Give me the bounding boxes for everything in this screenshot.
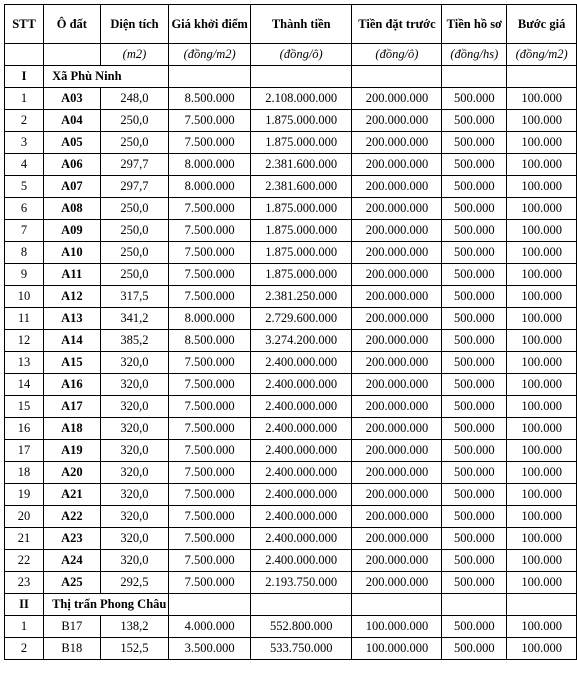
table-row [5,264,577,286]
area-cell: 250,0 [100,132,169,154]
area-cell: 297,7 [100,154,169,176]
empty-cell [250,594,352,616]
table-row [5,286,577,308]
starting-price-cell: 7.500.000 [169,132,251,154]
deposit-cell: 200.000.000 [352,242,442,264]
price-step-cell: 100.000 [507,418,577,440]
starting-price-cell: 7.500.000 [169,110,251,132]
price-step-cell: 100.000 [507,374,577,396]
deposit-cell: 200.000.000 [352,462,442,484]
area-cell: 320,0 [100,528,169,550]
area-cell: 320,0 [100,506,169,528]
dossier-fee-cell: 500.000 [442,440,507,462]
plot-cell: A15 [44,352,100,374]
dossier-fee-cell: 500.000 [442,484,507,506]
col-header-dossier-fee: Tiền hồ sơ [442,5,507,44]
stt-cell: 14 [5,374,44,396]
unit-cell: (đồng/m2) [507,44,577,66]
starting-price-cell: 8.000.000 [169,308,251,330]
stt-cell: 12 [5,330,44,352]
table-row [5,462,577,484]
deposit-cell: 200.000.000 [352,154,442,176]
unit-cell: (đồng/hs) [442,44,507,66]
unit-cell: (đồng/m2) [169,44,251,66]
total-cell: 1.875.000.000 [250,110,352,132]
deposit-cell: 200.000.000 [352,572,442,594]
dossier-fee-cell: 500.000 [442,220,507,242]
table-row [5,440,577,462]
dossier-fee-cell: 500.000 [442,330,507,352]
unit-cell [44,44,100,66]
plot-cell: A20 [44,462,100,484]
deposit-cell: 200.000.000 [352,264,442,286]
stt-cell: 1 [5,616,44,638]
starting-price-cell: 7.500.000 [169,396,251,418]
deposit-cell: 200.000.000 [352,506,442,528]
area-cell: 317,5 [100,286,169,308]
stt-cell: 4 [5,154,44,176]
unit-cell: (đồng/ô) [250,44,352,66]
dossier-fee-cell: 500.000 [442,638,507,660]
total-cell: 1.875.000.000 [250,242,352,264]
unit-cell: (m2) [100,44,169,66]
stt-cell: 8 [5,242,44,264]
deposit-cell: 100.000.000 [352,638,442,660]
starting-price-cell: 8.500.000 [169,88,251,110]
plot-cell: A08 [44,198,100,220]
price-step-cell: 100.000 [507,440,577,462]
starting-price-cell: 7.500.000 [169,352,251,374]
col-header-area: Diện tích [100,5,169,44]
total-cell: 2.193.750.000 [250,572,352,594]
plot-cell: A06 [44,154,100,176]
dossier-fee-cell: 500.000 [442,616,507,638]
dossier-fee-cell: 500.000 [442,418,507,440]
total-cell: 1.875.000.000 [250,198,352,220]
price-step-cell: 100.000 [507,264,577,286]
deposit-cell: 200.000.000 [352,374,442,396]
total-cell: 1.875.000.000 [250,264,352,286]
area-cell: 320,0 [100,440,169,462]
starting-price-cell: 7.500.000 [169,286,251,308]
section-row [5,66,577,88]
table-row [5,550,577,572]
price-step-cell: 100.000 [507,176,577,198]
plot-cell: A11 [44,264,100,286]
price-step-cell: 100.000 [507,396,577,418]
price-step-cell: 100.000 [507,308,577,330]
plot-cell: A21 [44,484,100,506]
area-cell: 138,2 [100,616,169,638]
price-step-cell: 100.000 [507,572,577,594]
starting-price-cell: 7.500.000 [169,484,251,506]
deposit-cell: 200.000.000 [352,528,442,550]
dossier-fee-cell: 500.000 [442,176,507,198]
area-cell: 320,0 [100,396,169,418]
total-cell: 2.400.000.000 [250,550,352,572]
stt-cell: 2 [5,110,44,132]
dossier-fee-cell: 500.000 [442,506,507,528]
price-step-cell: 100.000 [507,286,577,308]
col-header-total: Thành tiền [250,5,352,44]
total-cell: 2.381.600.000 [250,154,352,176]
stt-cell: 23 [5,572,44,594]
price-step-cell: 100.000 [507,220,577,242]
total-cell: 2.400.000.000 [250,418,352,440]
starting-price-cell: 3.500.000 [169,638,251,660]
table-row [5,110,577,132]
total-cell: 2.400.000.000 [250,374,352,396]
dossier-fee-cell: 500.000 [442,550,507,572]
col-header-price-step: Bước giá [507,5,577,44]
table-row [5,374,577,396]
price-step-cell: 100.000 [507,132,577,154]
empty-cell [169,66,251,88]
table-row [5,220,577,242]
dossier-fee-cell: 500.000 [442,374,507,396]
stt-cell: 19 [5,484,44,506]
stt-cell: 21 [5,528,44,550]
plot-cell: A04 [44,110,100,132]
deposit-cell: 100.000.000 [352,616,442,638]
starting-price-cell: 8.000.000 [169,154,251,176]
col-header-stt: STT [5,5,44,44]
plot-cell: B17 [44,616,100,638]
deposit-cell: 200.000.000 [352,110,442,132]
plot-cell: A19 [44,440,100,462]
starting-price-cell: 7.500.000 [169,506,251,528]
total-cell: 2.400.000.000 [250,528,352,550]
section-number: II [5,594,44,616]
col-header-plot: Ô đất [44,5,100,44]
deposit-cell: 200.000.000 [352,220,442,242]
area-cell: 292,5 [100,572,169,594]
table-row [5,484,577,506]
area-cell: 250,0 [100,198,169,220]
table-row [5,242,577,264]
stt-cell: 5 [5,176,44,198]
price-step-cell: 100.000 [507,330,577,352]
deposit-cell: 200.000.000 [352,352,442,374]
stt-cell: 1 [5,88,44,110]
dossier-fee-cell: 500.000 [442,286,507,308]
section-number: I [5,66,44,88]
table-row [5,572,577,594]
table-row [5,418,577,440]
deposit-cell: 200.000.000 [352,286,442,308]
deposit-cell: 200.000.000 [352,198,442,220]
plot-cell: A23 [44,528,100,550]
stt-cell: 15 [5,396,44,418]
area-cell: 250,0 [100,220,169,242]
price-step-cell: 100.000 [507,550,577,572]
col-header-deposit: Tiền đặt trước [352,5,442,44]
dossier-fee-cell: 500.000 [442,198,507,220]
starting-price-cell: 7.500.000 [169,550,251,572]
total-cell: 1.875.000.000 [250,220,352,242]
stt-cell: 11 [5,308,44,330]
table-row [5,638,577,660]
total-cell: 552.800.000 [250,616,352,638]
area-cell: 320,0 [100,550,169,572]
table-row [5,176,577,198]
starting-price-cell: 8.000.000 [169,176,251,198]
stt-cell: 20 [5,506,44,528]
starting-price-cell: 7.500.000 [169,418,251,440]
plot-cell: A07 [44,176,100,198]
total-cell: 2.400.000.000 [250,462,352,484]
stt-cell: 16 [5,418,44,440]
dossier-fee-cell: 500.000 [442,462,507,484]
total-cell: 2.400.000.000 [250,440,352,462]
stt-cell: 6 [5,198,44,220]
plot-cell: A12 [44,286,100,308]
dossier-fee-cell: 500.000 [442,88,507,110]
starting-price-cell: 8.500.000 [169,330,251,352]
empty-cell [169,594,251,616]
area-cell: 320,0 [100,352,169,374]
dossier-fee-cell: 500.000 [442,308,507,330]
empty-cell [442,66,507,88]
price-step-cell: 100.000 [507,528,577,550]
starting-price-cell: 7.500.000 [169,528,251,550]
area-cell: 248,0 [100,88,169,110]
header-row [5,5,577,44]
starting-price-cell: 7.500.000 [169,198,251,220]
total-cell: 533.750.000 [250,638,352,660]
deposit-cell: 200.000.000 [352,176,442,198]
section-name: Xã Phù Ninh [44,66,169,88]
table-row [5,616,577,638]
section-row [5,594,577,616]
price-step-cell: 100.000 [507,154,577,176]
stt-cell: 17 [5,440,44,462]
price-step-cell: 100.000 [507,88,577,110]
price-step-cell: 100.000 [507,484,577,506]
plot-cell: A03 [44,88,100,110]
empty-cell [442,594,507,616]
plot-cell: A09 [44,220,100,242]
stt-cell: 3 [5,132,44,154]
price-step-cell: 100.000 [507,506,577,528]
table-row [5,88,577,110]
area-cell: 320,0 [100,484,169,506]
area-cell: 385,2 [100,330,169,352]
table-row [5,154,577,176]
dossier-fee-cell: 500.000 [442,264,507,286]
plot-cell: A25 [44,572,100,594]
plot-cell: A22 [44,506,100,528]
empty-cell [507,594,577,616]
total-cell: 2.400.000.000 [250,352,352,374]
total-cell: 3.274.200.000 [250,330,352,352]
stt-cell: 18 [5,462,44,484]
total-cell: 2.400.000.000 [250,396,352,418]
stt-cell: 22 [5,550,44,572]
deposit-cell: 200.000.000 [352,308,442,330]
starting-price-cell: 7.500.000 [169,220,251,242]
dossier-fee-cell: 500.000 [442,154,507,176]
deposit-cell: 200.000.000 [352,132,442,154]
deposit-cell: 200.000.000 [352,330,442,352]
deposit-cell: 200.000.000 [352,396,442,418]
plot-cell: A17 [44,396,100,418]
plot-cell: B18 [44,638,100,660]
table-row [5,308,577,330]
plot-cell: A16 [44,374,100,396]
table-row [5,396,577,418]
plot-cell: A10 [44,242,100,264]
area-cell: 152,5 [100,638,169,660]
units-row [5,44,577,66]
price-step-cell: 100.000 [507,242,577,264]
area-cell: 297,7 [100,176,169,198]
table-row [5,352,577,374]
area-cell: 320,0 [100,418,169,440]
plot-cell: A24 [44,550,100,572]
empty-cell [507,66,577,88]
section-name: Thị trấn Phong Châu [44,594,169,616]
total-cell: 2.729.600.000 [250,308,352,330]
price-step-cell: 100.000 [507,352,577,374]
area-cell: 250,0 [100,110,169,132]
plot-cell: A18 [44,418,100,440]
stt-cell: 2 [5,638,44,660]
price-step-cell: 100.000 [507,638,577,660]
area-cell: 250,0 [100,242,169,264]
stt-cell: 13 [5,352,44,374]
plot-cell: A14 [44,330,100,352]
empty-cell [352,594,442,616]
deposit-cell: 200.000.000 [352,440,442,462]
dossier-fee-cell: 500.000 [442,132,507,154]
total-cell: 1.875.000.000 [250,132,352,154]
stt-cell: 9 [5,264,44,286]
plot-cell: A13 [44,308,100,330]
deposit-cell: 200.000.000 [352,88,442,110]
starting-price-cell: 7.500.000 [169,440,251,462]
deposit-cell: 200.000.000 [352,484,442,506]
stt-cell: 10 [5,286,44,308]
deposit-cell: 200.000.000 [352,418,442,440]
table-body [5,66,577,660]
starting-price-cell: 7.500.000 [169,572,251,594]
area-cell: 250,0 [100,264,169,286]
price-step-cell: 100.000 [507,198,577,220]
stt-cell: 7 [5,220,44,242]
total-cell: 2.381.250.000 [250,286,352,308]
dossier-fee-cell: 500.000 [442,110,507,132]
area-cell: 320,0 [100,462,169,484]
deposit-cell: 200.000.000 [352,550,442,572]
document-page [4,4,577,660]
auction-land-table [4,4,577,660]
price-step-cell: 100.000 [507,616,577,638]
plot-cell: A05 [44,132,100,154]
total-cell: 2.108.000.000 [250,88,352,110]
total-cell: 2.381.600.000 [250,176,352,198]
area-cell: 320,0 [100,374,169,396]
starting-price-cell: 7.500.000 [169,264,251,286]
starting-price-cell: 7.500.000 [169,242,251,264]
total-cell: 2.400.000.000 [250,484,352,506]
table-row [5,528,577,550]
col-header-starting-price: Giá khởi điểm [169,5,251,44]
table-row [5,506,577,528]
starting-price-cell: 7.500.000 [169,374,251,396]
price-step-cell: 100.000 [507,462,577,484]
dossier-fee-cell: 500.000 [442,396,507,418]
table-row [5,198,577,220]
total-cell: 2.400.000.000 [250,506,352,528]
empty-cell [250,66,352,88]
dossier-fee-cell: 500.000 [442,572,507,594]
starting-price-cell: 4.000.000 [169,616,251,638]
unit-cell [5,44,44,66]
dossier-fee-cell: 500.000 [442,352,507,374]
unit-cell: (đồng/ô) [352,44,442,66]
dossier-fee-cell: 500.000 [442,528,507,550]
empty-cell [352,66,442,88]
price-step-cell: 100.000 [507,110,577,132]
dossier-fee-cell: 500.000 [442,242,507,264]
table-row [5,132,577,154]
starting-price-cell: 7.500.000 [169,462,251,484]
area-cell: 341,2 [100,308,169,330]
table-row [5,330,577,352]
